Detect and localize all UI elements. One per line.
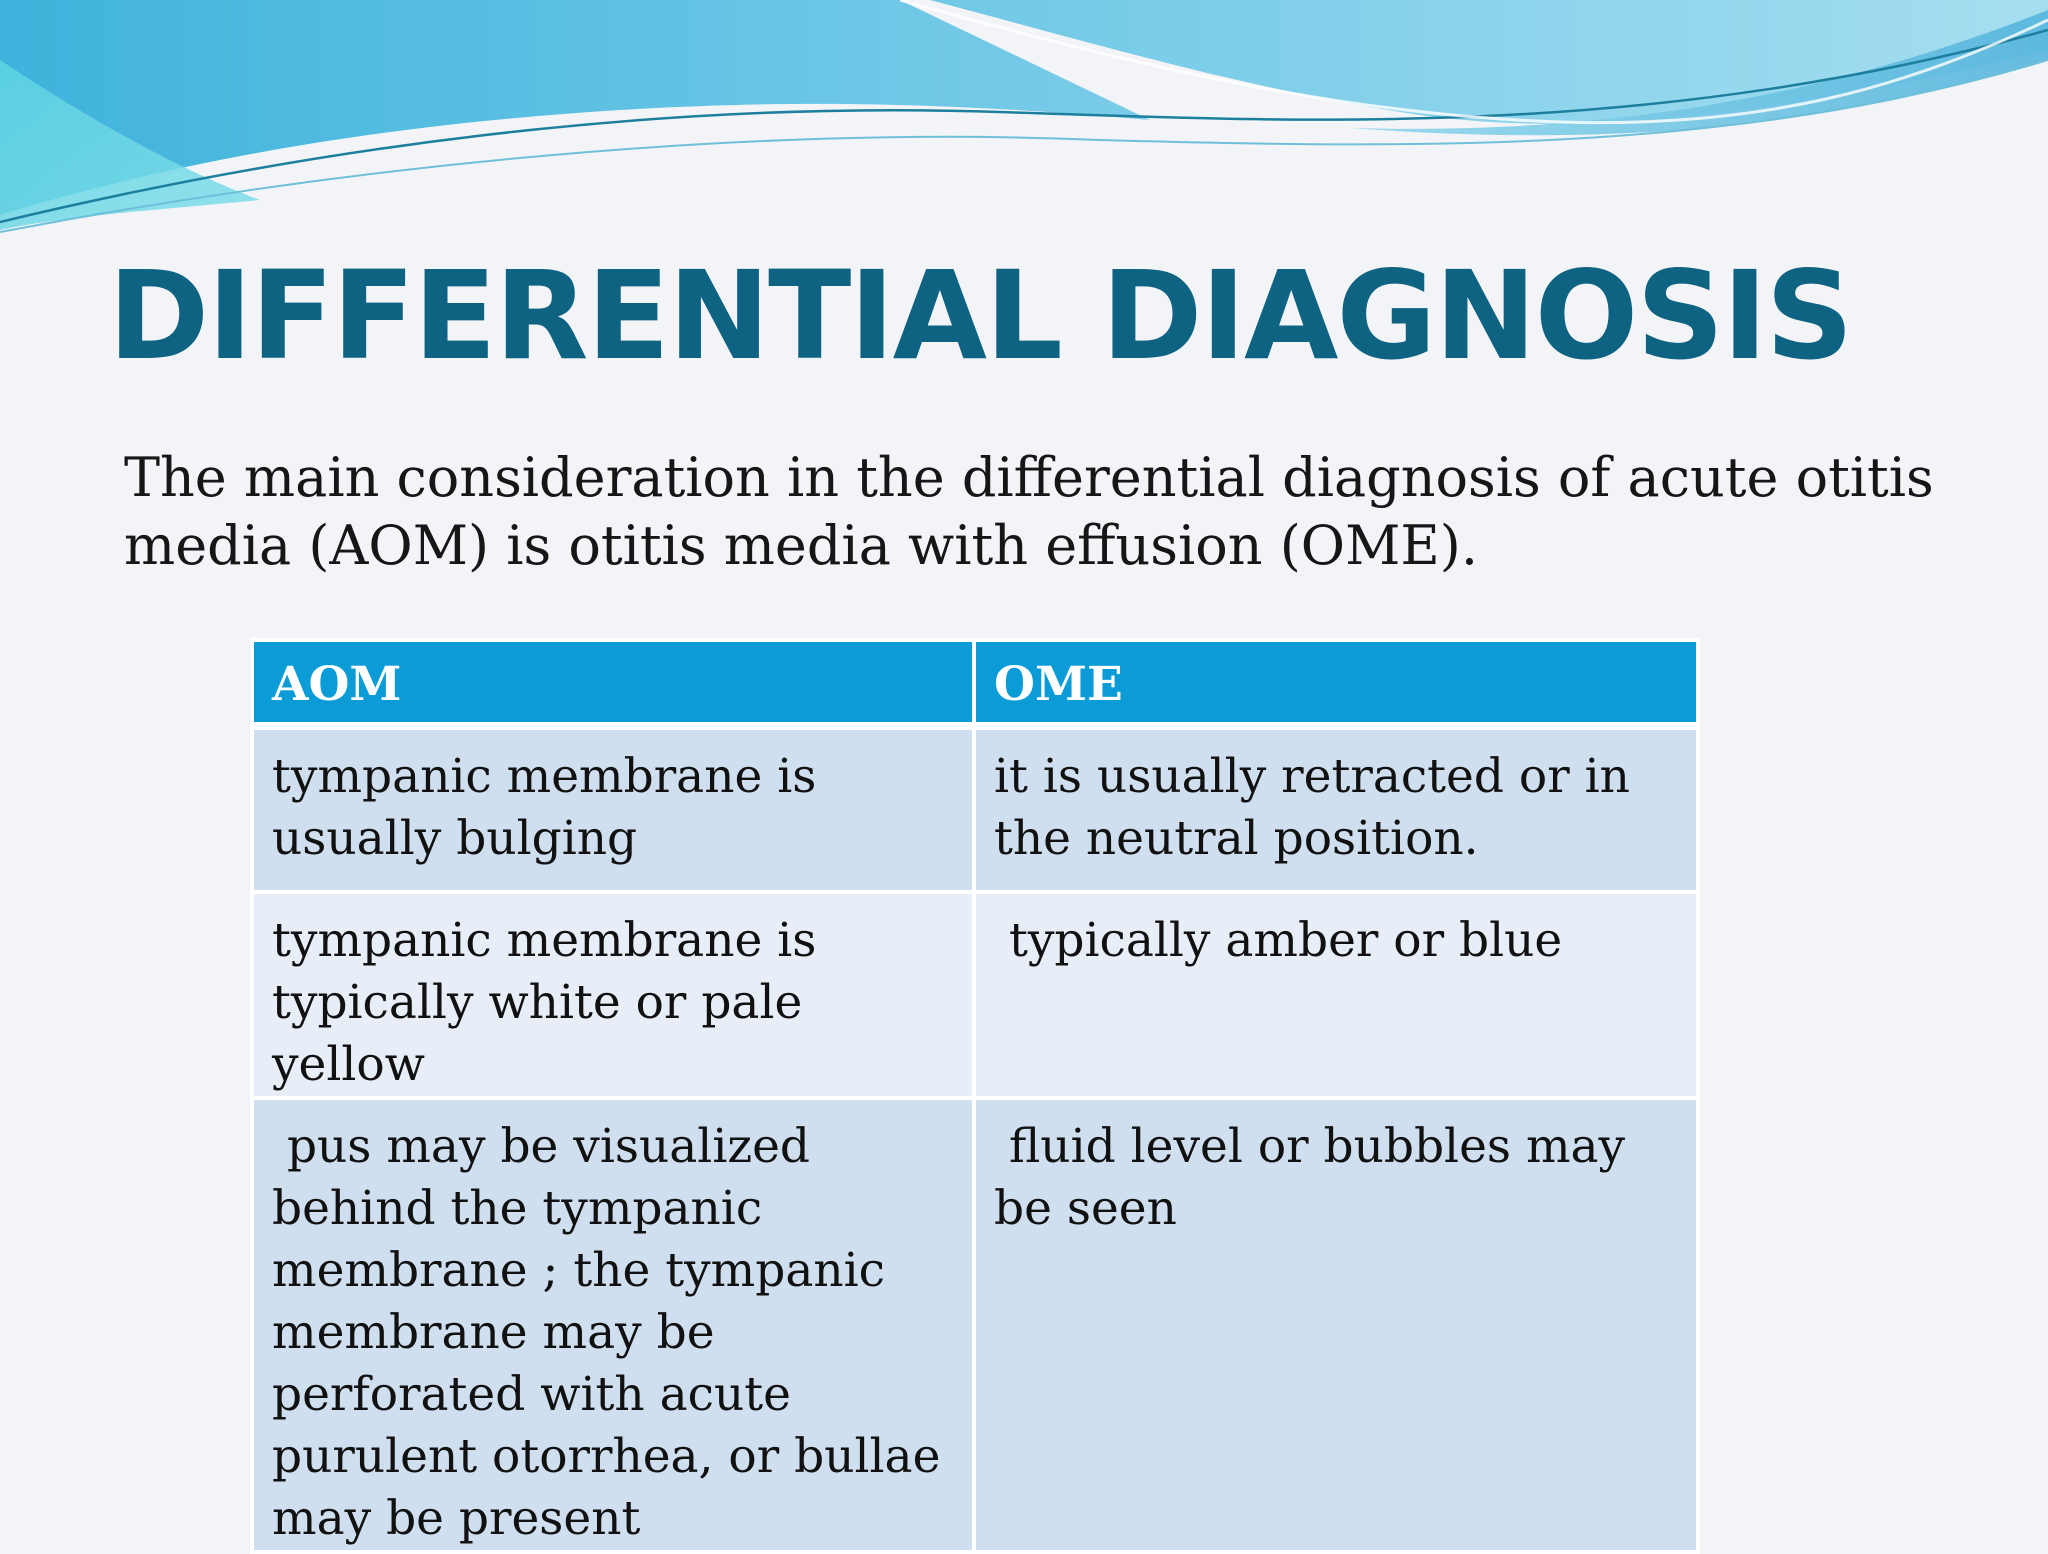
table-header-row (252, 640, 1698, 726)
cell-aom-findings: pus may be visualized behind the tympanic membrane ; the tympanic membrane may be perforated with acute purulent otorrhea, or bullae may be present (252, 1098, 974, 1552)
cell-aom-membrane-color: tympanic membrane is typically white or pale yellow (252, 892, 974, 1098)
cell-ome-findings: fluid level or bubbles may be seen (974, 1098, 1698, 1552)
table-row (252, 892, 1698, 1098)
cell-aom-membrane-position: tympanic membrane is usually bulging (252, 726, 974, 892)
cell-ome-membrane-color: typically amber or blue (974, 892, 1698, 1098)
header-aom: AOM (252, 640, 974, 726)
header-wave-decoration (0, 0, 2048, 240)
intro-paragraph: The main consideration in the differential diagnosis of acute otitis media (AOM) is otitis media with effusion (OME). (124, 446, 1934, 577)
slide-title: DIFFERENTIAL DIAGNOSIS (108, 245, 1852, 387)
cell-ome-membrane-position: it is usually retracted or in the neutral position. (974, 726, 1698, 892)
table-row (252, 726, 1698, 892)
header-ome: OME (974, 640, 1698, 726)
comparison-table (250, 638, 1700, 1554)
table-row (252, 1098, 1698, 1552)
